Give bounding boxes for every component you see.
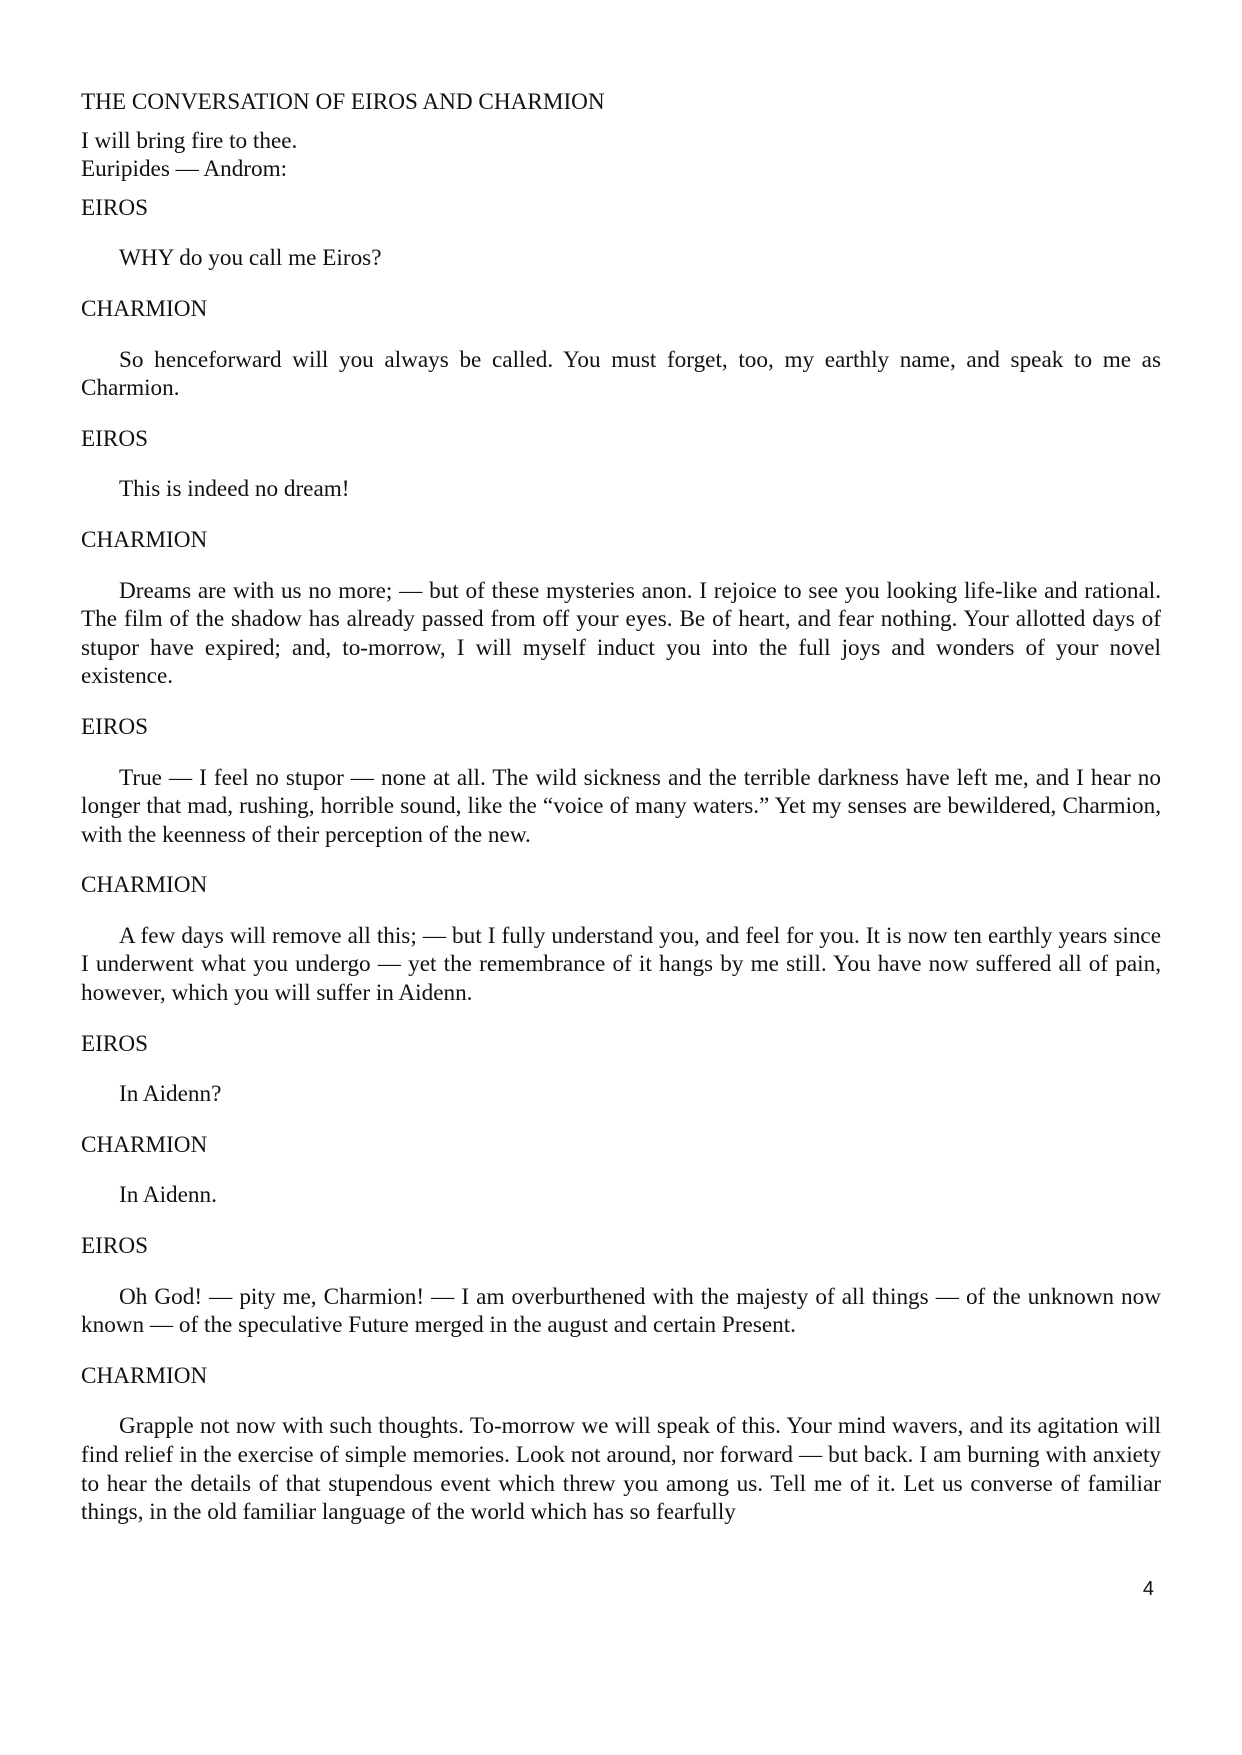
speech-paragraph: Grapple not now with such thoughts. To-morrow we will speak of this. Your mind wavers, and its agitation will find relief in the exercise of simple memories. Look not around, nor forward — but back. I am burning with anxiety to hear the details of that stupendous event which threw you among us. Tell me of it. Let us converse of familiar things, in the old familiar language of the world which has so fearfully xyxy=(81,1413,1161,1526)
speech-paragraph: Oh God! — pity me, Charmion! — I am overburthened with the majesty of all things — of the unknown now known — of the speculative Future merged in the august and certain Present. xyxy=(81,1283,1161,1339)
document-page xyxy=(81,88,1161,1549)
speaker-label: EIROS xyxy=(81,425,148,452)
speech-paragraph: Dreams are with us no more; — but of these mysteries anon. I rejoice to see you looking life-like and rational. The film of the shadow has already passed from off your eyes. Be of heart, and fear nothing. Your allotted days of stupor have expired; and, to-morrow, I will myself induct you into the full joys and wonders of your novel existence. xyxy=(81,577,1161,690)
speech-paragraph: This is indeed no dream! xyxy=(119,476,350,503)
page-number: 4 xyxy=(1142,1578,1154,1600)
speaker-label: CHARMION xyxy=(81,295,208,322)
speaker-label: EIROS xyxy=(81,713,148,740)
speech-paragraph: True — I feel no stupor — none at all. The wild sickness and the terrible darkness have left me, and I hear no longer that mad, rushing, horrible sound, like the “voice of many waters.” Yet my senses are bewildered, Charmion, with the keenness of their perception of the new. xyxy=(81,764,1161,848)
speaker-label: CHARMION xyxy=(81,526,208,553)
speech-paragraph: In Aidenn? xyxy=(119,1081,222,1108)
speaker-label: EIROS xyxy=(81,194,148,221)
speaker-label: CHARMION xyxy=(81,1362,208,1389)
speech-paragraph: A few days will remove all this; — but I fully understand you, and feel for you. It is now ten earthly years since I underwent what you undergo — yet the remembrance of it hangs by me still. You have now suffered all of pain, however, which you will suffer in Aidenn. xyxy=(81,922,1161,1007)
speech-paragraph: In Aidenn. xyxy=(119,1182,217,1209)
speech-paragraph: WHY do you call me Eiros? xyxy=(119,245,382,272)
epigraph-quote: I will bring fire to thee. xyxy=(81,127,298,154)
speaker-label: EIROS xyxy=(81,1233,148,1260)
document-title: THE CONVERSATION OF EIROS AND CHARMION xyxy=(81,89,605,115)
speech-paragraph: So henceforward will you always be called. You must forget, too, my earthly name, and speak to me as Charmion. xyxy=(81,346,1161,402)
epigraph-attribution: Euripides — Androm: xyxy=(81,156,288,183)
speaker-label: CHARMION xyxy=(81,872,208,899)
speaker-label: EIROS xyxy=(81,1030,148,1057)
epigraph xyxy=(81,127,1161,184)
speaker-label: CHARMION xyxy=(81,1131,208,1158)
